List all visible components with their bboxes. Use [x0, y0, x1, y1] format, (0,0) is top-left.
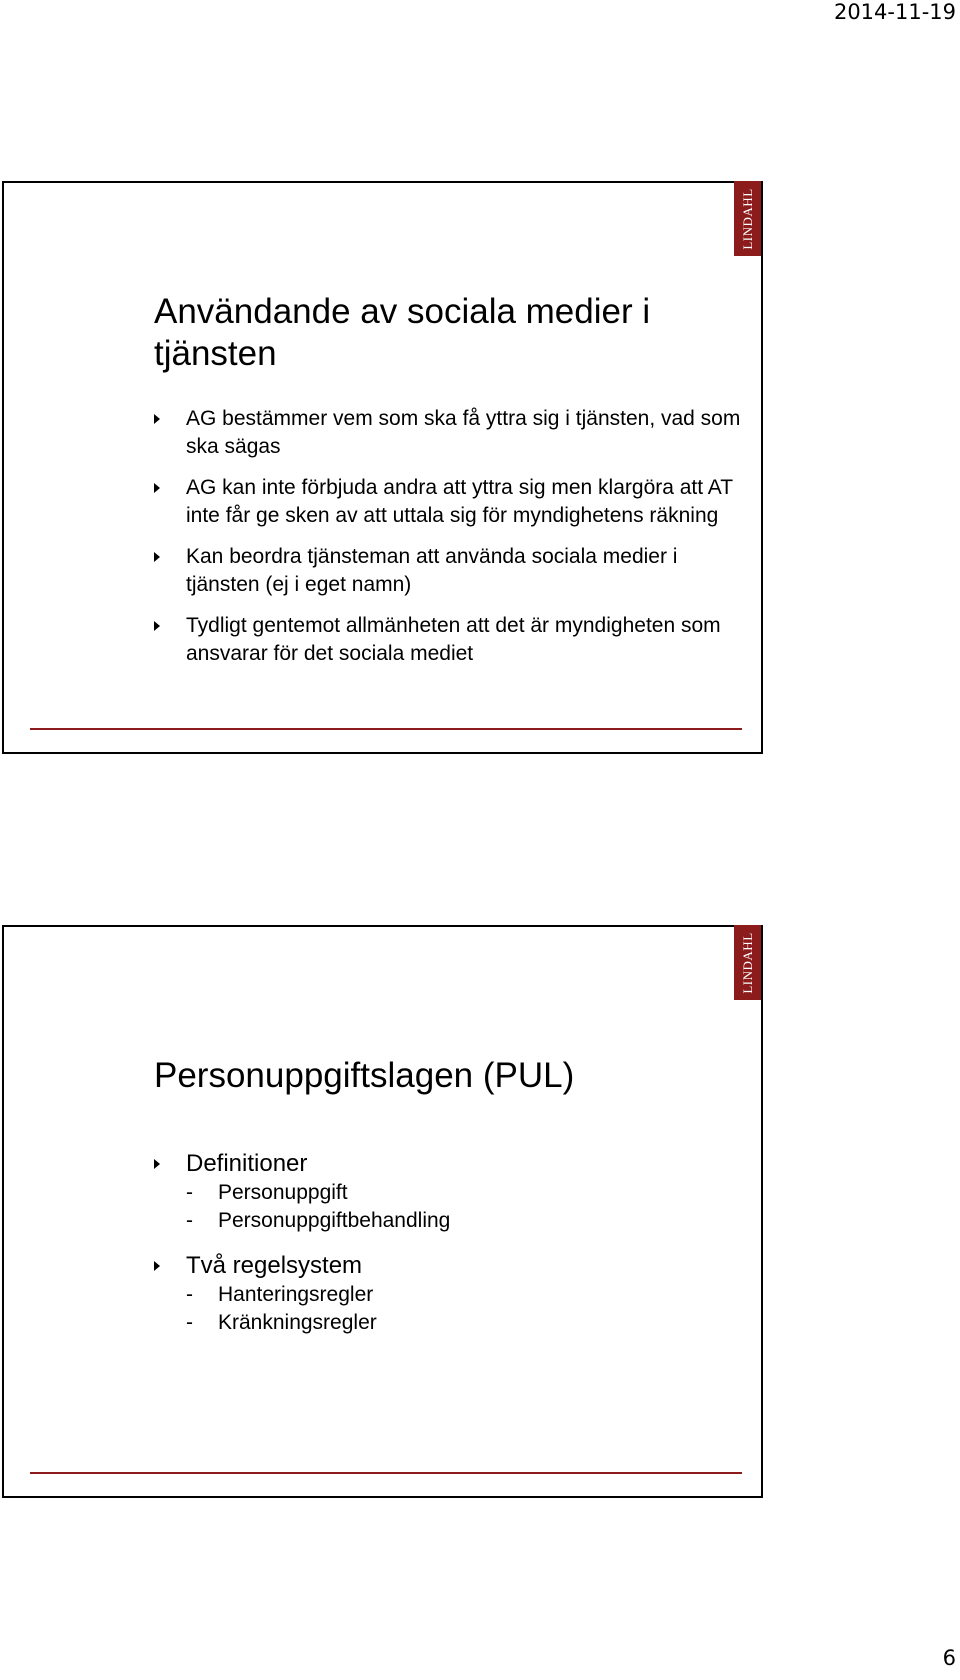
- bullet-text: Tydligt gentemot allmänheten att det är myndigheten som ansvarar för det sociala mediet: [186, 614, 721, 665]
- slide-1: [2, 181, 763, 754]
- lindahl-logo: [734, 925, 761, 1000]
- sub-list: [186, 1179, 744, 1235]
- logo-text: LINDAHL: [739, 931, 755, 994]
- footer-divider: [30, 1472, 742, 1474]
- page-number: 6: [942, 1646, 956, 1670]
- page-date: 2014-11-19: [833, 0, 956, 24]
- slide-title: Personuppgiftslagen (PUL): [154, 1056, 575, 1095]
- bullet-list: [154, 1149, 744, 1353]
- sub-item: - Personuppgiftbehandling: [186, 1209, 451, 1232]
- bullet-arrow-icon: [154, 1261, 160, 1271]
- sub-list: [186, 1281, 744, 1337]
- sub-item: - Kränkningsregler: [186, 1311, 377, 1334]
- sub-item: - Personuppgift: [186, 1181, 348, 1204]
- logo-text: LINDAHL: [739, 187, 755, 250]
- bullet-text: AG bestämmer vem som ska få yttra sig i tjänsten, vad som ska sägas: [186, 407, 741, 458]
- bullet-text: Två regelsystem: [186, 1252, 363, 1279]
- slide-title: Användande av sociala medier i tjänsten: [154, 292, 651, 373]
- sub-item-text: Hanteringsregler: [218, 1283, 374, 1306]
- bullet-text: Kan beordra tjänsteman att använda sociala medier i tjänsten (ej i eget namn): [186, 545, 678, 596]
- slide-2: [2, 925, 763, 1498]
- bullet-arrow-icon: [154, 414, 160, 424]
- list-item: [154, 405, 744, 461]
- bullet-list: [154, 405, 744, 681]
- bullet-arrow-icon: [154, 483, 160, 493]
- list-item: [154, 543, 744, 599]
- list-item: [154, 612, 744, 668]
- sub-item-text: Personuppgift: [218, 1181, 348, 1204]
- bullet-arrow-icon: [154, 1159, 160, 1169]
- list-item: [154, 1251, 744, 1337]
- bullet-arrow-icon: [154, 552, 160, 562]
- list-item: [154, 474, 744, 530]
- bullet-text: AG kan inte förbjuda andra att yttra sig men klargöra att AT inte får ge sken av att uttala sig för myndighetens räkning: [186, 476, 733, 527]
- list-item: [154, 1149, 744, 1235]
- bullet-arrow-icon: [154, 621, 160, 631]
- lindahl-logo: [734, 181, 761, 256]
- sub-item: - Hanteringsregler: [186, 1283, 374, 1306]
- sub-item-text: Personuppgiftbehandling: [218, 1209, 451, 1232]
- footer-divider: [30, 728, 742, 730]
- sub-item-text: Kränkningsregler: [218, 1311, 377, 1334]
- bullet-text: Definitioner: [186, 1150, 308, 1177]
